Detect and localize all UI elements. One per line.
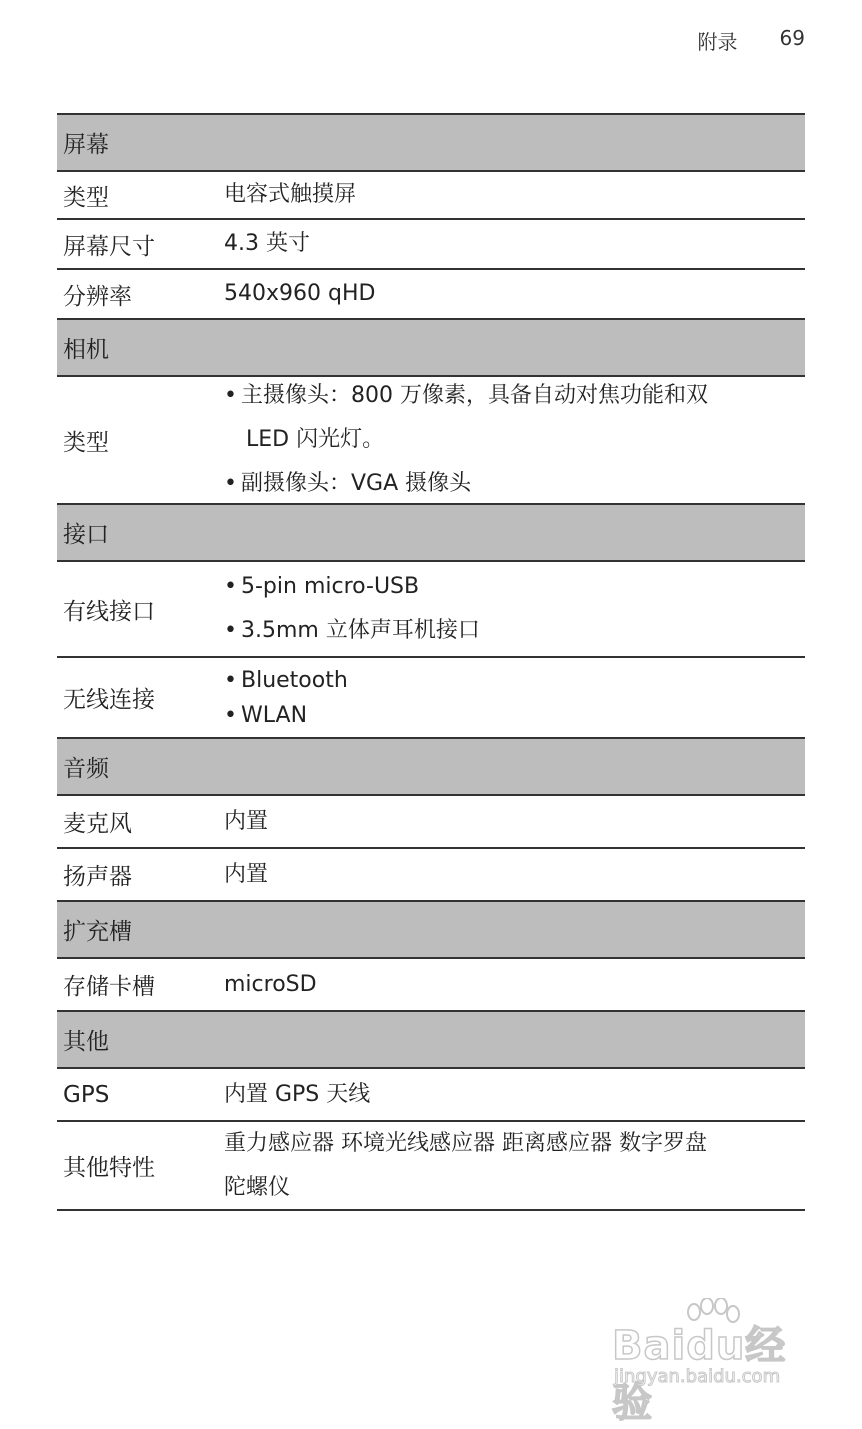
page-number: 69: [779, 26, 805, 50]
spec-value: 4.3 英寸: [224, 231, 310, 256]
spec-value: 电容式触摸屏: [224, 182, 357, 207]
section-header-expansion: 扩充槽: [57, 902, 805, 959]
bullet-item: • WLAN: [224, 698, 805, 733]
bullet-continuation: LED 闪光灯。: [246, 427, 385, 452]
spec-row: [57, 377, 805, 505]
section-header-ports: 接口: [57, 505, 805, 562]
section-header-audio: 音频: [57, 739, 805, 796]
spec-label: 无线连接: [63, 687, 155, 713]
spec-value-line: 重力感应器 环境光线感应器 距离感应器 数字罗盘: [224, 1130, 707, 1156]
bullet-item: • 3.5mm 立体声耳机接口: [224, 609, 805, 653]
bullet-item: • 副摄像头：VGA 摄像头: [224, 462, 805, 506]
spec-value: 内置: [224, 861, 269, 887]
spec-value: [224, 663, 805, 733]
bullet-list: [224, 462, 805, 506]
page-header: [698, 26, 805, 55]
spec-row: [57, 959, 805, 1012]
spec-label: 有线接口: [63, 598, 155, 625]
spec-row: [57, 796, 805, 849]
spec-value: 内置 GPS 天线: [224, 1081, 371, 1107]
spec-row: [57, 172, 805, 220]
spec-table: [57, 113, 805, 1211]
spec-value: [224, 565, 805, 653]
spec-row: [57, 658, 805, 739]
spec-label: 屏幕尺寸: [63, 233, 155, 260]
spec-label: 分辨率: [63, 283, 132, 310]
spec-label: 麦克风: [63, 811, 132, 837]
spec-label: 扬声器: [63, 864, 132, 890]
watermark-url: jingyan.baidu.com: [614, 1366, 781, 1387]
section-header-screen: 屏幕: [57, 115, 805, 172]
spec-row: [57, 1069, 805, 1122]
spec-label: 存储卡槽: [63, 974, 155, 1000]
spec-value: [224, 374, 805, 506]
bullet-list: [224, 374, 805, 418]
spec-value: [224, 1122, 805, 1210]
spec-row: [57, 270, 805, 320]
spec-row: [57, 849, 805, 902]
spec-value: 540x960 qHD: [224, 281, 376, 306]
spec-label: 类型: [63, 429, 109, 456]
bullet-item: • 5-pin micro-USB: [224, 565, 805, 609]
section-header-camera: 相机: [57, 320, 805, 377]
baidu-watermark: [612, 1298, 812, 1426]
spec-value: microSD: [224, 971, 317, 997]
spec-value: 内置: [224, 808, 269, 834]
watermark-brand: Baidu经验: [612, 1323, 787, 1426]
section-header-other: 其他: [57, 1012, 805, 1069]
bullet-item: • 主摄像头：800 万像素，具备自动对焦功能和双: [224, 374, 805, 418]
header-section-title: 附录: [697, 30, 738, 54]
spec-value-line: 陀螺仪: [224, 1174, 291, 1200]
bullet-list: [224, 565, 805, 653]
spec-label: 其他特性: [63, 1155, 155, 1181]
bullet-list: [224, 663, 805, 733]
spec-row: [57, 1122, 805, 1211]
spec-label: 类型: [63, 184, 109, 211]
spec-row: [57, 220, 805, 270]
bullet-item: • Bluetooth: [224, 663, 805, 698]
spec-row: [57, 562, 805, 658]
spec-label: GPS: [63, 1081, 110, 1108]
